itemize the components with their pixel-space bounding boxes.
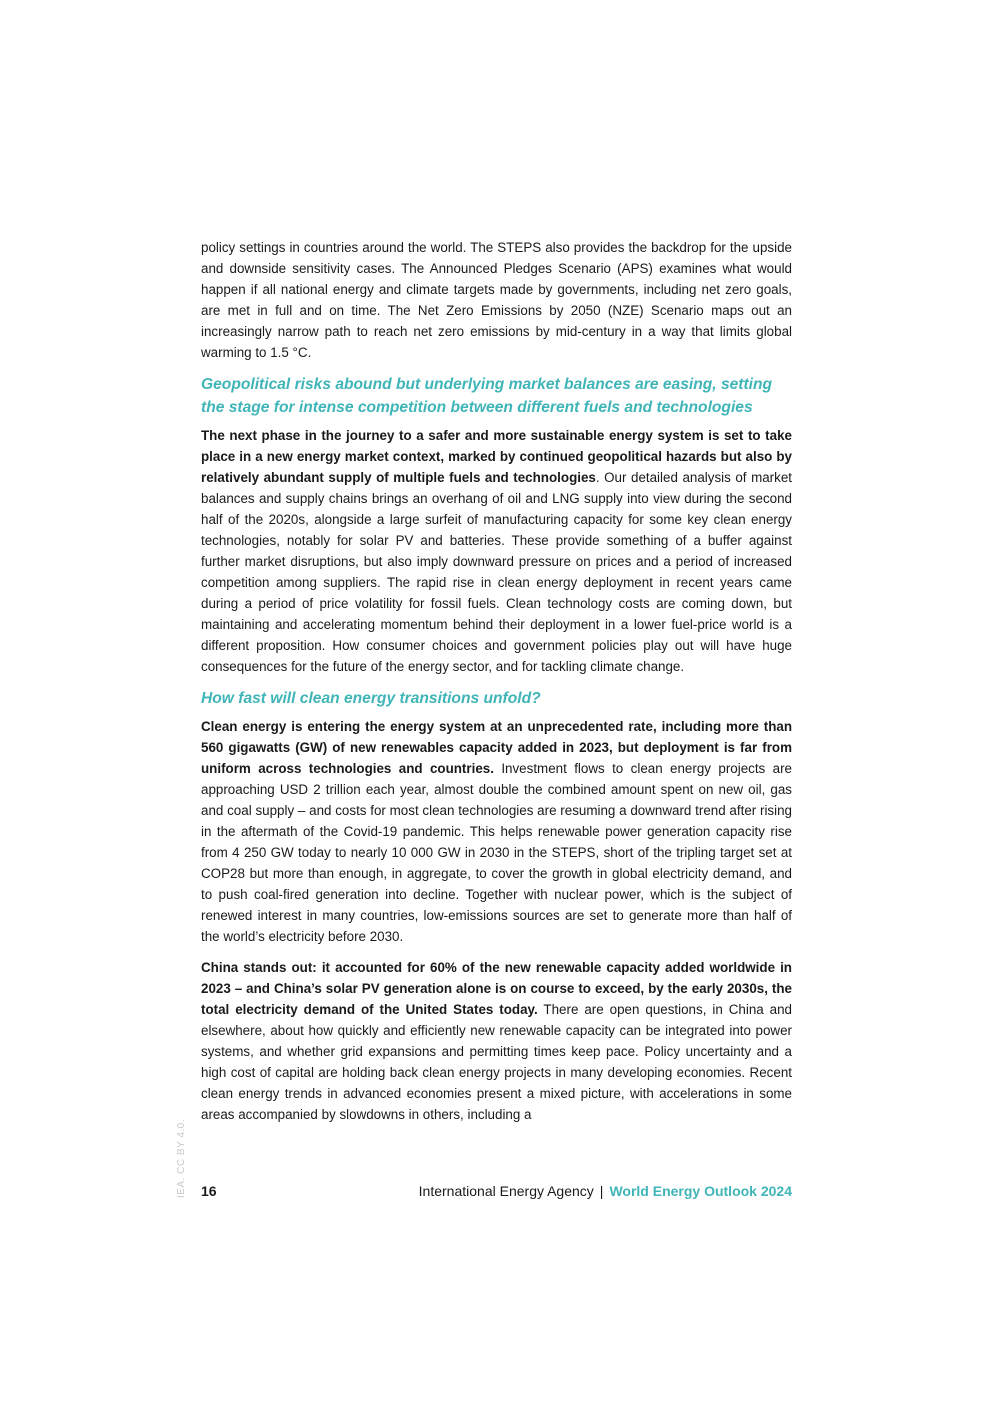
page-number: 16 bbox=[201, 1183, 217, 1199]
page-footer bbox=[201, 1181, 792, 1203]
section-heading-transitions: How fast will clean energy transitions unfold? bbox=[201, 690, 541, 707]
paragraph-body: There are open questions, in China and elsewhere, about how quickly and efficiently new renewable capacity can be integrated into power systems, and whether grid expansions and permitting times keep pace. Policy uncertainty and a high cost of capital are holding back clean energy projects in many developing economies. Recent clean energy trends in advanced economies present a mixed picture, with accelerations in some areas accompanied by slowdowns in others, including a bbox=[201, 1002, 792, 1122]
footer-separator: | bbox=[599, 1183, 604, 1199]
paragraph-lead: Clean energy is entering the energy system at an unprecedented rate, including more than 560 gigawatts (GW) of new renewables capacity added in 2023, but deployment is far from uniform across technologies and countries. bbox=[201, 719, 792, 776]
page-content bbox=[201, 237, 792, 1135]
paragraph-lead: China stands out: it accounted for 60% of the new renewable capacity added worldwide in 2023 – and China’s solar PV generation alone is on course to exceed, by the early 2030s, the total electricity demand of the United States today. bbox=[201, 960, 792, 1017]
section-heading-geopolitical: Geopolitical risks abound but underlying market balances are easing, setting the stage for intense competition between different fuels and technologies bbox=[201, 376, 773, 416]
footer-publisher: International Energy Agency bbox=[418, 1183, 594, 1199]
paragraph-clean-energy bbox=[201, 716, 792, 947]
footer-citation bbox=[419, 1183, 792, 1199]
paragraph-china bbox=[201, 957, 792, 1125]
intro-paragraph: policy settings in countries around the world. The STEPS also provides the backdrop for the upside and downside sensitivity cases. The Announced Pledges Scenario (APS) examines what would happen if all national energy and climate targets made by governments, including net zero goals, are met in full and on time. The Net Zero Emissions by 2050 (NZE) Scenario maps out an increasingly narrow path to reach net zero emissions by mid-century in a way that limits global warming to 1.5 °C. bbox=[201, 240, 792, 360]
footer-publication: World Energy Outlook 2024 bbox=[609, 1183, 792, 1199]
paragraph-lead: The next phase in the journey to a safer and more sustainable energy system is set to take place in a new energy market context, marked by continued geopolitical hazards but also by relatively abundant supply of multiple fuels and technologies bbox=[201, 428, 792, 485]
paragraph-body: . Our detailed analysis of market balances and supply chains brings an overhang of oil and LNG supply into view during the second half of the 2020s, alongside a large surfeit of manufacturing capacity for some key clean energy technologies, notably for solar PV and batteries. These provide something of a buffer against further market disruptions, but also imply downward pressure on prices and a period of increased competition among suppliers. The rapid rise in clean energy deployment in recent years came during a period of price volatility for fossil fuels. Clean technology costs are coming down, but maintaining and accelerating momentum behind their deployment in a lower fuel-price world is a different proposition. How consumer choices and government policies play out will have huge consequences for the future of the energy sector, and for tackling climate change. bbox=[201, 470, 792, 674]
paragraph-body: Investment flows to clean energy projects are approaching USD 2 trillion each year, almost double the combined amount spent on new oil, gas and coal supply – and costs for most clean technologies are resuming a downward trend after rising in the aftermath of the Covid-19 pandemic. This helps renewable power generation capacity rise from 4 250 GW today to nearly 10 000 GW in 2030 in the STEPS, short of the tripling target set at COP28 but more than enough, in aggregate, to cover the growth in global electricity demand, and to push coal-fired generation into decline. Together with nuclear power, which is the subject of renewed interest in many countries, low-emissions sources are set to generate more than half of the world’s electricity before 2030. bbox=[201, 761, 792, 944]
paragraph-market-context bbox=[201, 425, 792, 677]
license-text: IEA. CC BY 4.0. bbox=[176, 1118, 187, 1198]
